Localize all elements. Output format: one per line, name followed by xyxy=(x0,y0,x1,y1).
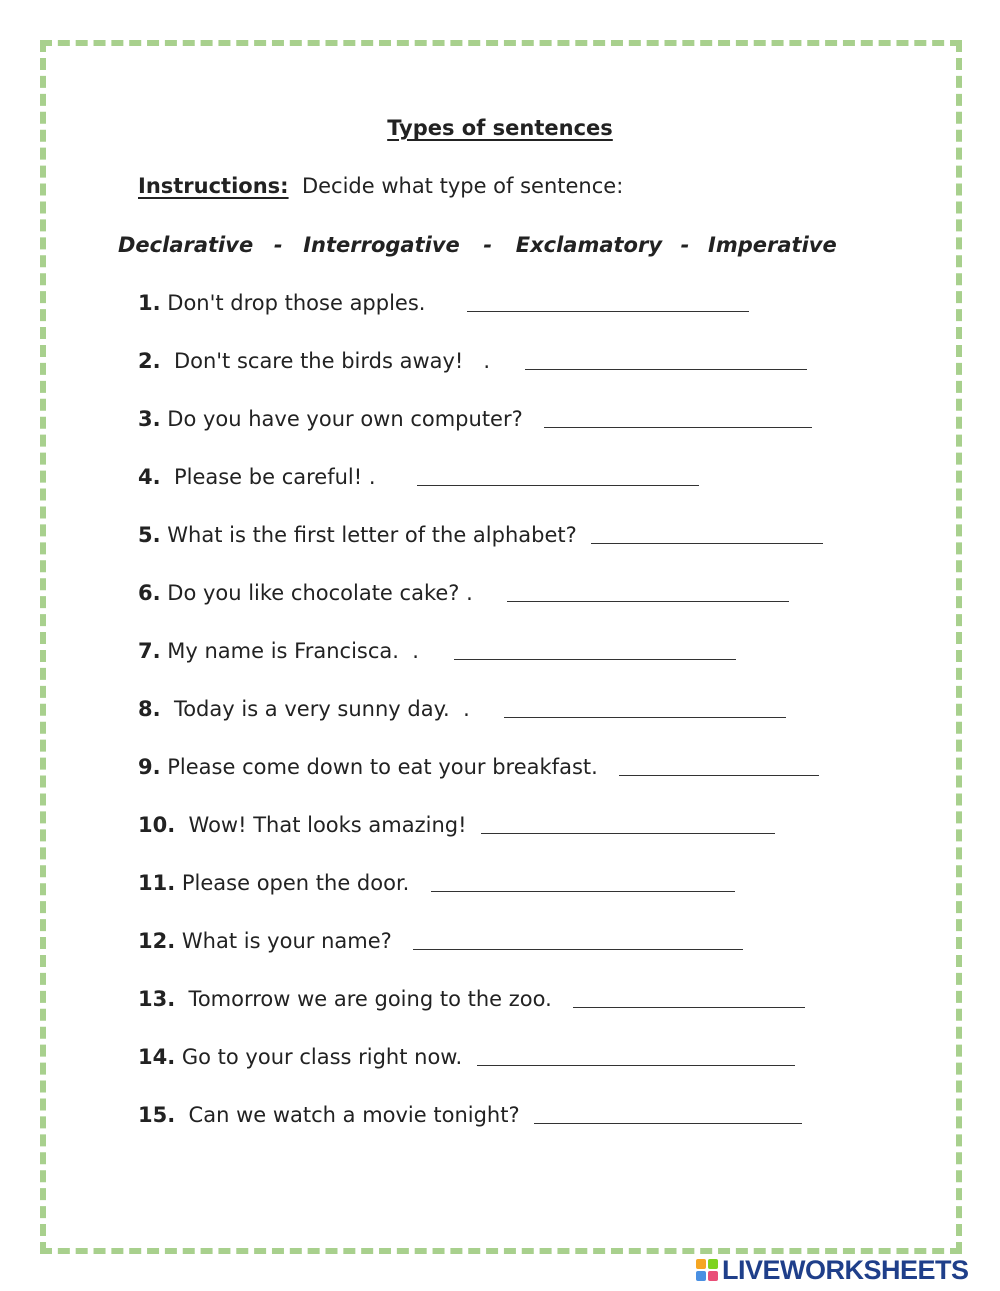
question-12 xyxy=(138,929,743,953)
question-number: 5. xyxy=(138,523,161,547)
question-text: Don't drop those apples. xyxy=(160,291,459,315)
question-text: Tomorrow we are going to the zoo. xyxy=(175,987,566,1011)
question-number: 8. xyxy=(138,697,161,721)
question-10 xyxy=(138,813,775,837)
question-14 xyxy=(138,1045,795,1069)
answer-blank[interactable] xyxy=(481,832,775,834)
question-6 xyxy=(138,581,789,605)
question-1 xyxy=(138,291,749,315)
liveworksheets-logo[interactable] xyxy=(696,1256,969,1284)
question-text: My name is Francisca. . xyxy=(160,639,446,663)
instructions xyxy=(138,174,623,198)
logo-icon xyxy=(696,1259,718,1281)
question-number: 13. xyxy=(138,987,176,1011)
question-number: 9. xyxy=(138,755,161,779)
question-number: 4. xyxy=(138,465,161,489)
question-number: 6. xyxy=(138,581,161,605)
answer-blank[interactable] xyxy=(454,658,736,660)
answer-blank[interactable] xyxy=(544,426,812,428)
question-number: 7. xyxy=(138,639,161,663)
logo-text: LIVEWORKSHEETS xyxy=(722,1254,969,1285)
question-number: 11. xyxy=(138,871,176,895)
sentence-types xyxy=(118,233,837,257)
instructions-text: Decide what type of sentence: xyxy=(301,174,624,198)
question-text: Please open the door. xyxy=(175,871,423,895)
question-number: 14. xyxy=(138,1045,176,1069)
type-separator: - xyxy=(483,233,493,257)
type-interrogative: Interrogative xyxy=(303,233,460,257)
answer-blank[interactable] xyxy=(431,890,735,892)
question-3 xyxy=(138,407,812,431)
page-title: Types of sentences xyxy=(387,116,613,140)
question-text: What is the first letter of the alphabet? xyxy=(160,523,584,547)
answer-blank[interactable] xyxy=(573,1006,805,1008)
type-declarative: Declarative xyxy=(118,233,254,257)
question-text: Can we watch a movie tonight? xyxy=(175,1103,527,1127)
question-number: 3. xyxy=(138,407,161,431)
answer-blank[interactable] xyxy=(477,1064,795,1066)
answer-blank[interactable] xyxy=(507,600,789,602)
question-11 xyxy=(138,871,735,895)
question-text: Do you like chocolate cake? . xyxy=(160,581,500,605)
type-imperative: Imperative xyxy=(708,233,837,257)
question-text: Don't scare the birds away! . xyxy=(160,349,517,373)
question-15 xyxy=(138,1103,802,1127)
type-separator: - xyxy=(273,233,283,257)
logo-square xyxy=(708,1271,718,1281)
question-13 xyxy=(138,987,805,1011)
question-number: 1. xyxy=(138,291,161,315)
question-text: Wow! That looks amazing! xyxy=(175,813,474,837)
question-number: 2. xyxy=(138,349,161,373)
question-2 xyxy=(138,349,807,373)
logo-square xyxy=(696,1271,706,1281)
answer-blank[interactable] xyxy=(467,310,749,312)
question-text: Please be careful! . xyxy=(160,465,409,489)
answer-blank[interactable] xyxy=(525,368,807,370)
answer-blank[interactable] xyxy=(504,716,786,718)
question-text: Do you have your own computer? xyxy=(160,407,537,431)
type-exclamatory: Exclamatory xyxy=(515,233,663,257)
question-text: Please come down to eat your breakfast. xyxy=(160,755,612,779)
question-text: What is your name? xyxy=(175,929,406,953)
question-8 xyxy=(138,697,786,721)
instructions-label: Instructions: xyxy=(138,174,289,198)
question-number: 12. xyxy=(138,929,176,953)
answer-blank[interactable] xyxy=(413,948,743,950)
logo-square xyxy=(708,1259,718,1269)
question-text: Go to your class right now. xyxy=(175,1045,469,1069)
answer-blank[interactable] xyxy=(591,542,823,544)
question-number: 15. xyxy=(138,1103,176,1127)
question-5 xyxy=(138,523,823,547)
question-text: Today is a very sunny day. . xyxy=(160,697,497,721)
answer-blank[interactable] xyxy=(534,1122,802,1124)
logo-square xyxy=(696,1259,706,1269)
question-7 xyxy=(138,639,736,663)
type-separator: - xyxy=(680,233,690,257)
answer-blank[interactable] xyxy=(619,774,819,776)
question-number: 10. xyxy=(138,813,176,837)
question-4 xyxy=(138,465,699,489)
question-9 xyxy=(138,755,819,779)
answer-blank[interactable] xyxy=(417,484,699,486)
